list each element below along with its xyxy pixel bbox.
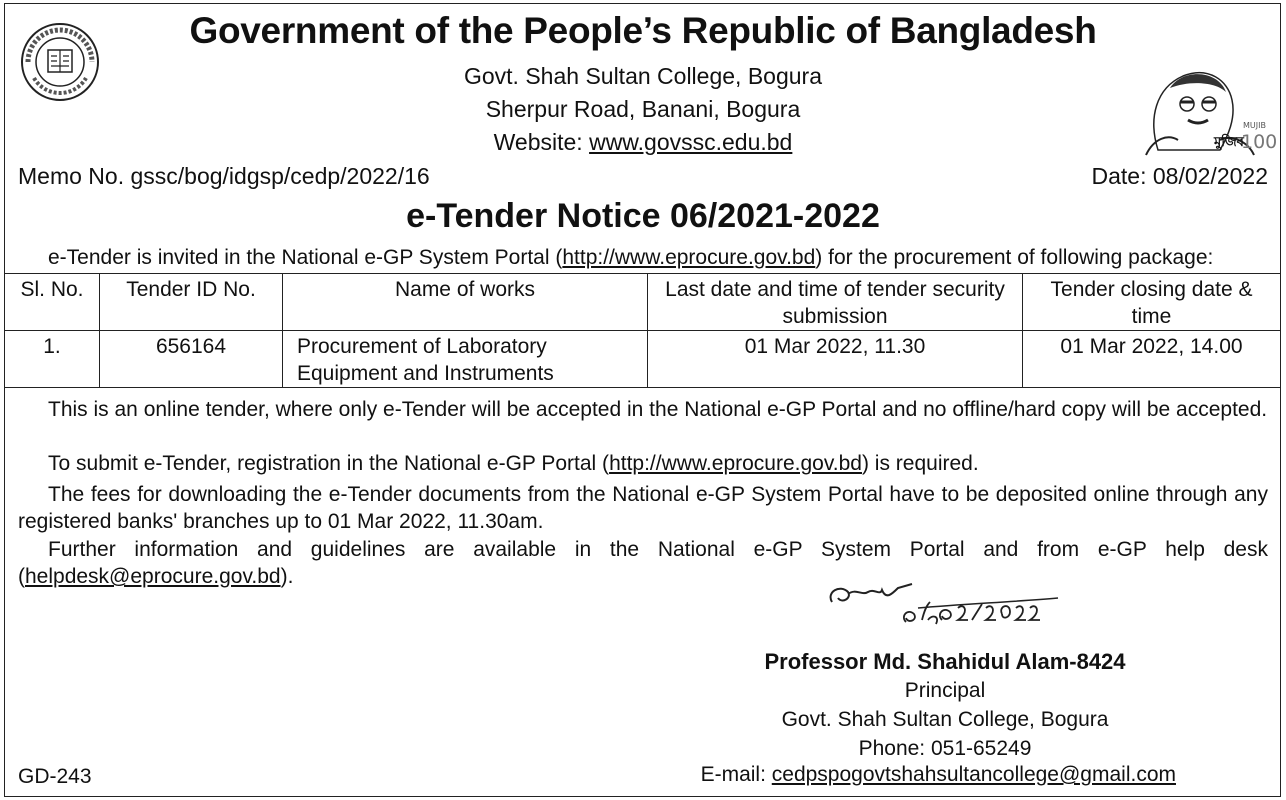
website-line [0,129,1286,156]
cell-security-date: 01 Mar 2022, 11.30 [648,331,1023,388]
email-label: E-mail: [700,763,766,786]
col-security-date: Last date and time of tender security submission [648,274,1023,331]
signatory-designation: Principal [904,679,986,702]
signatory-email-link[interactable]: cedpspogovtshahsultancollege@gmail.com [771,763,1176,786]
signatory-name: Professor Md. Shahidul Alam-8424 [764,649,1126,674]
handwritten-signature [822,580,1062,640]
table-header-row [5,274,1281,331]
government-title: Government of the People’s Republic of Bangladesh [189,10,1097,51]
intro-text [48,246,1213,270]
college-name: Govt. Shah Sultan College, Bogura [463,63,822,89]
signatory-email-line [701,763,1176,787]
signatory-phone: Phone: 051-65249 [858,737,1032,760]
col-sl-no: Sl. No. [5,274,100,331]
paragraph-4-after: ). [280,565,294,588]
col-name-of-works: Name of works [283,274,648,331]
college-address: Sherpur Road, Banani, Bogura [485,96,801,122]
signatory-block [660,647,1230,763]
memo-date: Date: 08/02/2022 [1091,163,1268,189]
svg-text:মুজিব: মুজিব [1214,135,1244,150]
tender-table [4,273,1281,388]
website-link[interactable]: www.govssc.edu.bd [589,129,793,155]
paragraph-registration [18,450,1268,477]
table-row [5,331,1281,388]
footer-code: GD-243 [18,765,92,788]
paragraph-further-info [18,536,1268,590]
helpdesk-email-link[interactable]: helpdesk@eprocure.gov.bd [25,565,281,588]
cell-name-of-works: Procurement of Laboratory Equipment and Instruments [283,331,648,388]
paragraph-1-text: This is an online tender, where only e-Tender will be accepted in the National e-GP Portal and no offline/hard copy will be accepted. [48,398,1268,421]
intro-before: e-Tender is invited in the National e-GP System Portal ( [48,246,563,269]
intro-after: ) for the procurement of following package: [815,246,1214,269]
signatory-college: Govt. Shah Sultan College, Bogura [781,708,1109,731]
cell-closing-date: 01 Mar 2022, 14.00 [1023,331,1281,388]
paragraph-3-text: The fees for downloading the e-Tender documents from the National e-GP System Portal have to be deposited online through any registered banks' branches up to 01 Mar 2022, 11.30am. [18,483,1268,533]
col-closing-date: Tender closing date & time [1023,274,1281,331]
paragraph-2-before: To submit e-Tender, registration in the National e-GP Portal ( [48,452,610,475]
paragraph-2-after: ) is required. [861,452,979,475]
paragraph-4-before: Further information and guidelines are available in the National e-GP System Portal and from e-GP help desk ( [18,538,1268,588]
col-tender-id: Tender ID No. [100,274,283,331]
eprocure-link-2[interactable]: http://www.eprocure.gov.bd [609,452,862,475]
svg-text:100: 100 [1241,131,1278,153]
cell-sl-no: 1. [5,331,100,388]
paragraph-fees [18,481,1268,535]
website-label: Website: [493,129,583,155]
eprocure-link[interactable]: http://www.eprocure.gov.bd [562,246,816,269]
notice-title: e-Tender Notice 06/2021-2022 [406,197,880,235]
svg-text:MUJIB: MUJIB [1243,121,1266,130]
memo-number: Memo No. gssc/bog/idgsp/cedp/2022/16 [18,163,430,189]
paragraph-online-tender [18,396,1268,423]
cell-tender-id: 656164 [100,331,283,388]
